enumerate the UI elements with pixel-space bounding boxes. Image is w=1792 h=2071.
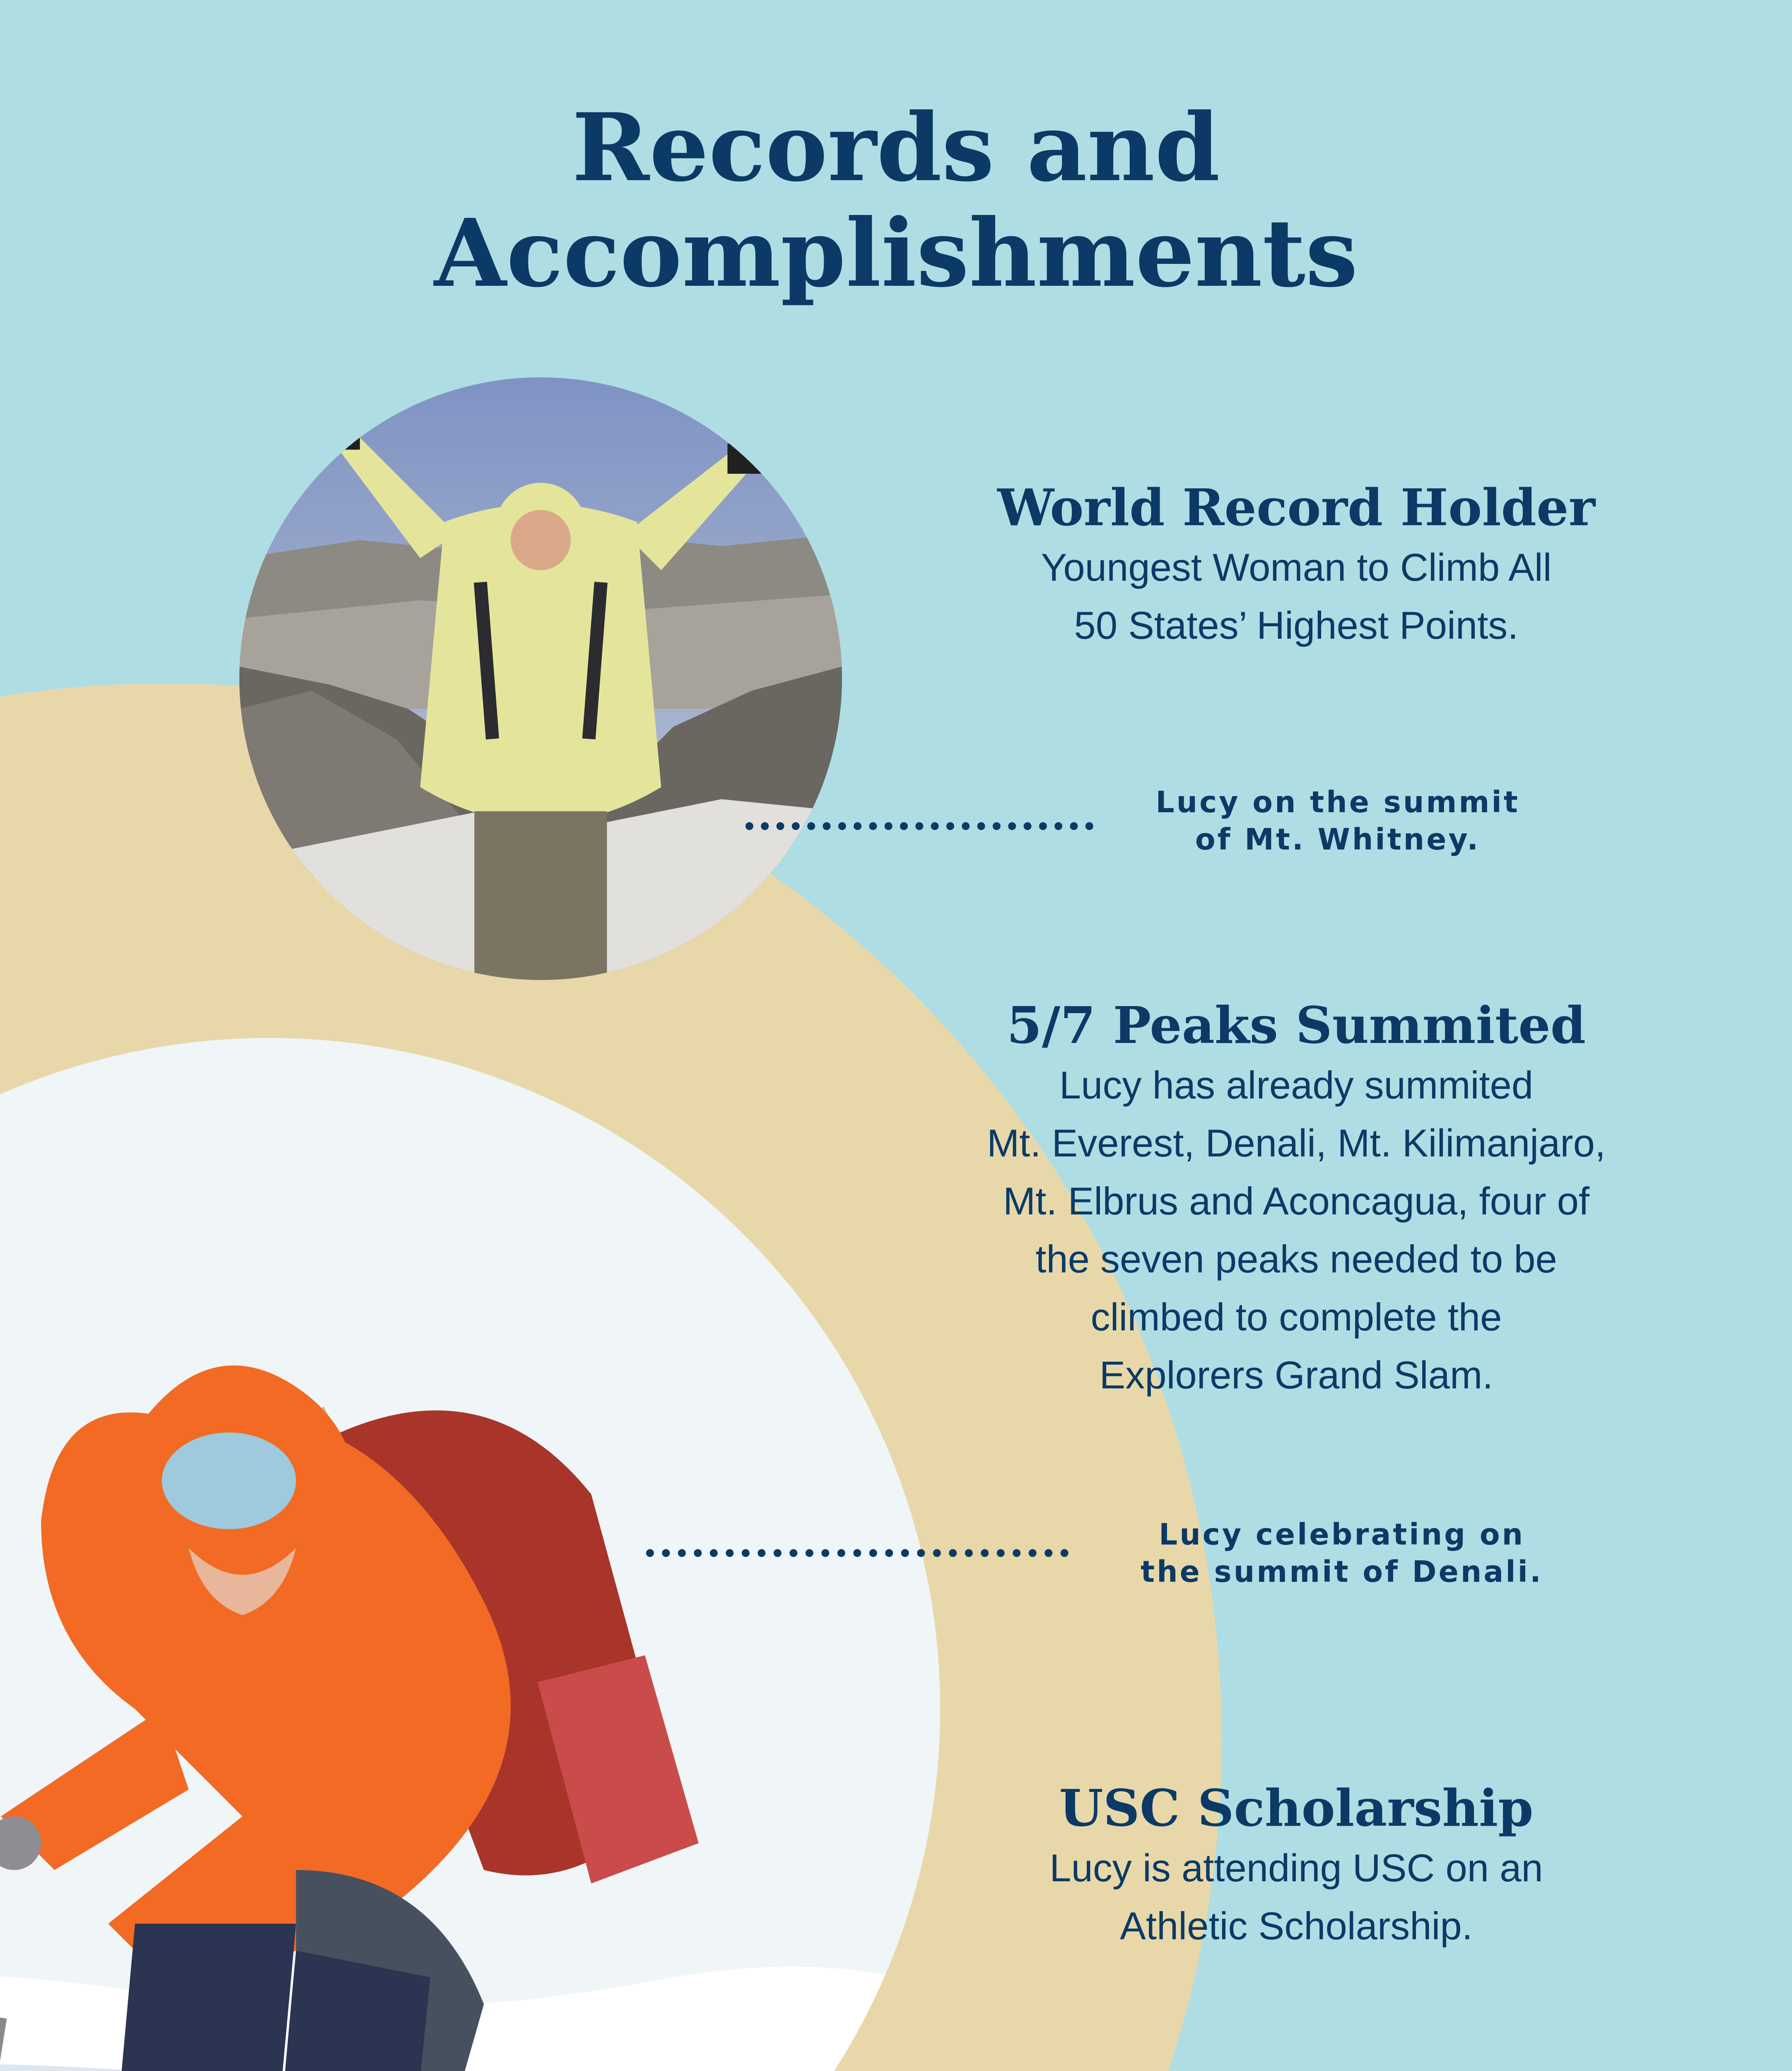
world-record-heading: World Record Holder — [997, 478, 1595, 537]
peaks-line: climbed to complete the — [1090, 1295, 1502, 1339]
denali-caption — [1060, 1516, 1623, 1591]
scholarship-line: Lucy is attending USC on an — [1049, 1846, 1543, 1890]
caption-line: Lucy on the summit — [1155, 785, 1520, 819]
whitney-photo — [239, 377, 842, 980]
world-record-line: 50 States’ Highest Points. — [1074, 603, 1519, 647]
peaks-heading: 5/7 Peaks Summited — [1006, 995, 1586, 1055]
peaks-line: Explorers Grand Slam. — [1099, 1353, 1493, 1397]
scholarship-line: Athletic Scholarship. — [1120, 1904, 1473, 1948]
scholarship-heading: USC Scholarship — [1059, 1778, 1534, 1838]
peaks-line: Lucy has already summited — [1059, 1063, 1534, 1107]
world-record-line: Youngest Woman to Climb All — [1041, 546, 1552, 589]
caption-line: of Mt. Whitney. — [1195, 822, 1481, 857]
whitney-caption — [1068, 784, 1607, 858]
title-line-1: Records and — [572, 93, 1220, 203]
caption-connector-dots — [745, 822, 1093, 830]
peaks-line: Mt. Elbrus and Aconcagua, four of — [1003, 1179, 1590, 1223]
peaks-summited-block — [890, 994, 1702, 1404]
caption-line: the summit of Denali. — [1141, 1554, 1543, 1589]
scholarship-block — [928, 1777, 1665, 1955]
caption-connector-dots — [646, 1549, 1068, 1557]
title-line-2: Accomplishments — [434, 199, 1358, 308]
peaks-line: the seven peaks needed to be — [1035, 1237, 1557, 1281]
page-title — [0, 95, 1792, 307]
peaks-line: Mt. Everest, Denali, Mt. Kilimanjaro, — [987, 1121, 1606, 1165]
world-record-block — [928, 476, 1665, 654]
caption-line: Lucy celebrating on — [1158, 1517, 1525, 1552]
